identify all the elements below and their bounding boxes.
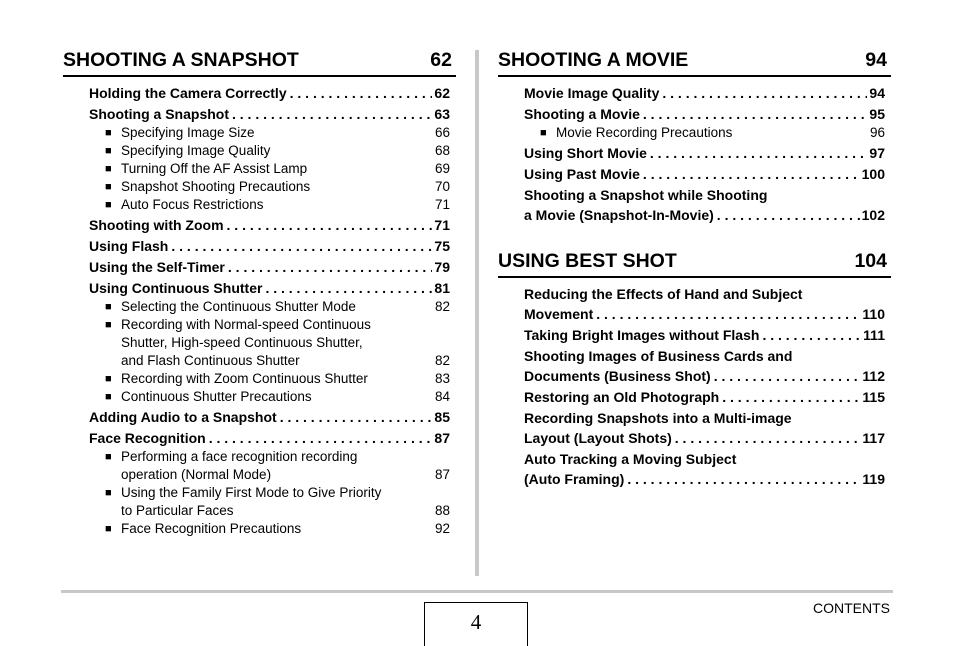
toc-entry-line xyxy=(524,449,885,469)
toc-entry-label: Restoring an Old Photograph xyxy=(524,389,720,405)
toc-subentry-page: 96 xyxy=(869,125,885,140)
footer-rule xyxy=(61,590,893,593)
toc-entry[interactable] xyxy=(89,278,450,298)
toc-subentry-line: Specifying Image Size xyxy=(121,125,255,140)
toc-entry-page: 87 xyxy=(434,430,450,446)
square-bullet-icon: ■ xyxy=(105,301,112,313)
toc-entry-page: 71 xyxy=(434,217,450,233)
square-bullet-icon: ■ xyxy=(105,199,112,211)
toc-entry[interactable] xyxy=(89,83,450,103)
toc-subentry-line: Auto Focus Restrictions xyxy=(121,197,264,212)
toc-entry-page: 62 xyxy=(434,85,450,101)
toc-entry-line xyxy=(524,469,885,489)
square-bullet-icon: ■ xyxy=(105,523,112,535)
toc-entry-line xyxy=(524,325,885,345)
toc-subentry-text xyxy=(556,124,864,142)
toc-entry[interactable] xyxy=(89,428,450,448)
toc-entry[interactable] xyxy=(524,325,885,345)
toc-entry[interactable] xyxy=(524,387,885,407)
toc-subentry[interactable] xyxy=(89,160,450,178)
toc-entry-page: 63 xyxy=(434,106,450,122)
section-page: 104 xyxy=(854,250,887,272)
section-heading[interactable] xyxy=(63,48,456,77)
toc-subentry-line: Using the Family First Mode to Give Priority xyxy=(121,485,382,500)
toc-subentry-line: Turning Off the AF Assist Lamp xyxy=(121,161,308,176)
toc-subentry-text xyxy=(121,448,429,484)
toc-subentry[interactable] xyxy=(89,448,450,484)
toc-entry-line xyxy=(524,143,885,163)
toc-entry-line xyxy=(524,104,885,124)
toc-entry-line xyxy=(89,278,450,298)
toc-entry-label: Using Continuous Shutter xyxy=(89,280,263,296)
toc-subentry-line: Movie Recording Precautions xyxy=(556,125,733,140)
section-title: USING BEST SHOT xyxy=(498,250,677,272)
dot-leader xyxy=(640,104,868,124)
toc-subentry[interactable] xyxy=(89,298,450,316)
toc-subentry-line: and Flash Continuous Shutter xyxy=(121,353,300,368)
square-bullet-icon: ■ xyxy=(105,451,112,463)
toc-subentry-page: 70 xyxy=(434,179,450,194)
toc-entry-line xyxy=(524,164,885,184)
toc-subentry-text xyxy=(121,178,429,196)
toc-entry[interactable] xyxy=(89,236,450,256)
toc-entry-label: Using the Self-Timer xyxy=(89,259,225,275)
toc-entry-page: 112 xyxy=(862,368,885,384)
toc-entry-label: Shooting a Snapshot while Shooting xyxy=(524,187,768,203)
toc-entry-line xyxy=(524,205,885,225)
dot-leader xyxy=(759,325,861,345)
toc-entry-page: 75 xyxy=(434,238,450,254)
toc-entry-line xyxy=(524,185,885,205)
toc-subentry[interactable] xyxy=(89,484,450,520)
toc-subentry-text xyxy=(121,298,429,316)
toc-subentry-page: 66 xyxy=(434,125,450,140)
toc-entry-label: Movie Image Quality xyxy=(524,85,660,101)
toc-entry[interactable] xyxy=(524,346,885,386)
toc-entry-page: 97 xyxy=(869,145,885,161)
square-bullet-icon: ■ xyxy=(105,319,112,331)
toc-entry[interactable] xyxy=(524,449,885,489)
toc-entry-page: 100 xyxy=(861,166,885,182)
toc-subentry-text xyxy=(121,484,429,520)
dot-leader xyxy=(624,469,860,489)
toc-subentry[interactable] xyxy=(89,196,450,214)
toc-entry-line xyxy=(89,215,450,235)
toc-subentry-text xyxy=(121,520,429,538)
toc-subentry-page: 92 xyxy=(434,521,450,536)
dot-leader xyxy=(659,83,867,103)
toc-subentry-page: 84 xyxy=(434,389,450,404)
toc-entry-page: 110 xyxy=(862,306,885,322)
toc-subentry[interactable] xyxy=(89,178,450,196)
column-divider xyxy=(475,50,479,576)
toc-entry-page: 85 xyxy=(434,409,450,425)
square-bullet-icon: ■ xyxy=(105,487,112,499)
toc-entry-line xyxy=(89,257,450,277)
toc-entry-label: Layout (Layout Shots) xyxy=(524,430,672,446)
toc-subentry-line: Recording with Zoom Continuous Shutter xyxy=(121,371,368,386)
toc-entry-line xyxy=(524,284,885,304)
section-page: 62 xyxy=(430,49,452,71)
dot-leader xyxy=(224,215,433,235)
dot-leader xyxy=(719,387,860,407)
toc-entry-label: Recording Snapshots into a Multi-image xyxy=(524,410,792,426)
toc-entry-line xyxy=(89,236,450,256)
toc-entry-label: Reducing the Effects of Hand and Subject xyxy=(524,286,803,302)
dot-leader xyxy=(593,304,860,324)
dot-leader xyxy=(672,428,861,448)
toc-entry-page: 81 xyxy=(434,280,450,296)
dot-leader xyxy=(168,236,432,256)
toc-entry-label: Holding the Camera Correctly xyxy=(89,85,287,101)
toc-entry-page: 102 xyxy=(861,207,885,223)
left-column xyxy=(63,48,456,538)
toc-entry-line xyxy=(524,387,885,407)
toc-subentry-line: Face Recognition Precautions xyxy=(121,521,302,536)
section-title: SHOOTING A SNAPSHOT xyxy=(63,49,299,71)
toc-entry[interactable] xyxy=(524,284,885,324)
toc-entry-label: Shooting a Snapshot xyxy=(89,106,229,122)
toc-subentry-line: Performing a face recognition recording xyxy=(121,449,358,464)
toc-entry-label: Shooting Images of Business Cards and xyxy=(524,348,793,364)
toc-entry[interactable] xyxy=(524,408,885,448)
toc-entry-line xyxy=(524,304,885,324)
dot-leader xyxy=(640,164,860,184)
toc-entry-page: 115 xyxy=(862,389,885,405)
toc-subentry[interactable] xyxy=(89,142,450,160)
toc-entry-label: Documents (Business Shot) xyxy=(524,368,711,384)
toc-entry-page: 94 xyxy=(869,85,885,101)
toc-subentry-line: Shutter, High-speed Continuous Shutter, xyxy=(121,335,363,350)
toc-entry-line xyxy=(524,346,885,366)
right-column xyxy=(498,48,891,489)
section-heading[interactable] xyxy=(498,48,891,77)
toc-entry-label: a Movie (Snapshot-In-Movie) xyxy=(524,207,714,223)
page-number: 4 xyxy=(424,602,528,646)
toc-entry[interactable] xyxy=(89,215,450,235)
toc-subentry-text xyxy=(121,142,429,160)
toc-subentry-line: operation (Normal Mode) xyxy=(121,467,272,482)
toc-entry-line xyxy=(89,428,450,448)
dot-leader xyxy=(647,143,868,163)
toc-subentry-line: to Particular Faces xyxy=(121,503,234,518)
toc-entry-label: Shooting a Movie xyxy=(524,106,640,122)
square-bullet-icon: ■ xyxy=(540,127,547,139)
toc-subentry[interactable] xyxy=(524,124,885,142)
toc-entry-label: (Auto Framing) xyxy=(524,471,625,487)
toc-subentry-line: Recording with Normal-speed Continuous xyxy=(121,317,371,332)
toc-entry-page: 95 xyxy=(869,106,885,122)
toc-entry-label: Using Flash xyxy=(89,238,169,254)
toc-entry-line xyxy=(524,428,885,448)
toc-entry-page: 119 xyxy=(862,471,885,487)
toc-subentry-text xyxy=(121,388,429,406)
toc-subentry-text xyxy=(121,316,429,370)
section-title: SHOOTING A MOVIE xyxy=(498,49,689,71)
dot-leader xyxy=(714,205,860,225)
toc-list xyxy=(498,83,891,225)
toc-entry-line xyxy=(524,83,885,103)
toc-entry-label: Using Short Movie xyxy=(524,145,647,161)
dot-leader xyxy=(229,104,432,124)
toc-entry[interactable] xyxy=(524,143,885,163)
toc-subentry[interactable] xyxy=(89,388,450,406)
dot-leader xyxy=(277,407,433,427)
toc-entry[interactable] xyxy=(524,104,885,124)
square-bullet-icon: ■ xyxy=(105,373,112,385)
toc-entry-label: Adding Audio to a Snapshot xyxy=(89,409,277,425)
section-heading[interactable] xyxy=(498,249,891,278)
section-gap xyxy=(498,225,891,249)
toc-entry[interactable] xyxy=(89,104,450,124)
toc-entry-page: 111 xyxy=(863,327,885,343)
toc-entry[interactable] xyxy=(524,164,885,184)
toc-subentry-page: 69 xyxy=(434,161,450,176)
toc-entry[interactable] xyxy=(524,185,885,225)
dot-leader xyxy=(287,83,433,103)
square-bullet-icon: ■ xyxy=(105,181,112,193)
toc-subentry-text xyxy=(121,196,429,214)
square-bullet-icon: ■ xyxy=(105,391,112,403)
dot-leader xyxy=(711,366,861,386)
dot-leader xyxy=(225,257,433,277)
toc-subentry-text xyxy=(121,160,429,178)
toc-entry-line xyxy=(89,104,450,124)
contents-link[interactable]: CONTENTS xyxy=(813,600,890,616)
toc-subentry-line: Specifying Image Quality xyxy=(121,143,271,158)
toc-subentry[interactable] xyxy=(89,370,450,388)
toc-entry-page: 117 xyxy=(862,430,885,446)
toc-subentry[interactable] xyxy=(89,520,450,538)
toc-list xyxy=(63,83,456,538)
toc-entry[interactable] xyxy=(89,407,450,427)
toc-subentry[interactable] xyxy=(89,316,450,370)
toc-subentry-line: Selecting the Continuous Shutter Mode xyxy=(121,299,356,314)
toc-subentry[interactable] xyxy=(89,124,450,142)
toc-entry-page: 79 xyxy=(434,259,450,275)
toc-entry-label: Taking Bright Images without Flash xyxy=(524,327,760,343)
toc-subentry-line: Continuous Shutter Precautions xyxy=(121,389,312,404)
square-bullet-icon: ■ xyxy=(105,163,112,175)
toc-subentry-page: 83 xyxy=(434,371,450,386)
toc-subentry-line: Snapshot Shooting Precautions xyxy=(121,179,311,194)
section-page: 94 xyxy=(865,49,887,71)
square-bullet-icon: ■ xyxy=(105,127,112,139)
toc-entry-line xyxy=(89,83,450,103)
toc-entry-label: Using Past Movie xyxy=(524,166,640,182)
toc-entry[interactable] xyxy=(89,257,450,277)
toc-subentry-page: 68 xyxy=(434,143,450,158)
toc-entry-line xyxy=(89,407,450,427)
toc-subentry-text xyxy=(121,370,429,388)
toc-entry-label: Shooting with Zoom xyxy=(89,217,224,233)
toc-subentry-page: 88 xyxy=(434,503,450,518)
toc-subentry-page: 82 xyxy=(434,299,450,314)
toc-subentry-page: 71 xyxy=(434,197,450,212)
square-bullet-icon: ■ xyxy=(105,145,112,157)
toc-entry-label: Auto Tracking a Moving Subject xyxy=(524,451,737,467)
toc-subentry-page: 82 xyxy=(434,353,450,368)
toc-list xyxy=(498,284,891,489)
toc-entry-line xyxy=(524,366,885,386)
toc-entry-label: Face Recognition xyxy=(89,430,206,446)
toc-entry[interactable] xyxy=(524,83,885,103)
toc-entry-line xyxy=(524,408,885,428)
toc-subentry-text xyxy=(121,124,429,142)
toc-subentry-page: 87 xyxy=(434,467,450,482)
dot-leader xyxy=(206,428,433,448)
toc-entry-label: Movement xyxy=(524,306,594,322)
dot-leader xyxy=(262,278,432,298)
